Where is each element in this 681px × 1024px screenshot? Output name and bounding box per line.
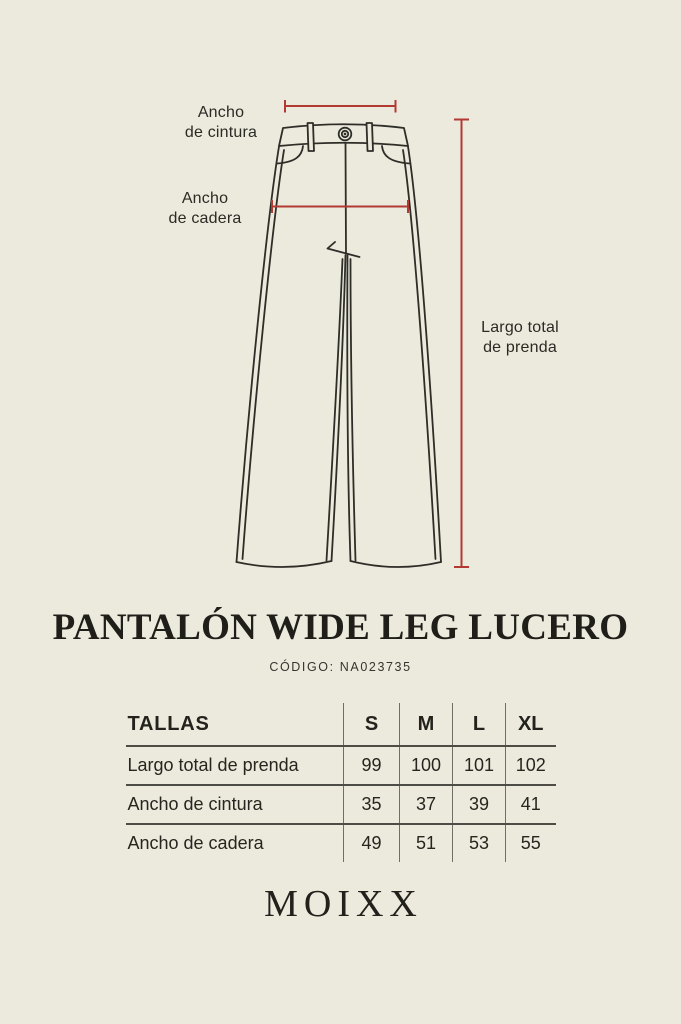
size-col-header-m: M bbox=[400, 703, 453, 746]
hip-width-xl: 55 bbox=[506, 824, 556, 862]
left-inseam bbox=[332, 255, 346, 561]
right-hem bbox=[351, 561, 442, 567]
measurement-lines bbox=[272, 100, 469, 567]
left-belt-loop bbox=[308, 123, 315, 151]
fly-line bbox=[346, 143, 347, 253]
brand-logo: MOIXX bbox=[264, 883, 423, 925]
row-label-hip-width: Ancho de cadera bbox=[127, 833, 264, 853]
total-length-m: 100 bbox=[400, 746, 453, 785]
waist-measure-line bbox=[285, 100, 396, 113]
size-col-header-xl: XL bbox=[506, 703, 556, 746]
total-length-l: 101 bbox=[453, 746, 506, 785]
waist-width-label bbox=[151, 103, 291, 143]
size-table-grid bbox=[126, 703, 556, 862]
size-table-header-tallas: TALLAS bbox=[126, 703, 344, 746]
table-row-hip-width bbox=[126, 824, 556, 862]
product-title: PANTALÓN WIDE LEG LUCERO bbox=[52, 607, 629, 648]
hip-width-label bbox=[135, 189, 275, 229]
hip-width-s: 49 bbox=[344, 824, 400, 862]
waist-width-s: 35 bbox=[344, 785, 400, 824]
total-length-label-line1: Largo total bbox=[481, 319, 559, 336]
hip-measure-line bbox=[272, 200, 408, 213]
size-col-header-s: S bbox=[344, 703, 400, 746]
table-row-total-length bbox=[126, 746, 556, 785]
right-inseam-stitch bbox=[351, 259, 356, 561]
left-pocket-curve bbox=[278, 146, 304, 164]
hip-width-label-line2: de cadera bbox=[168, 210, 242, 227]
waist-width-label-line1: Ancho bbox=[197, 104, 245, 121]
table-row-waist-width bbox=[126, 785, 556, 824]
right-belt-loop bbox=[367, 123, 374, 151]
waist-width-l: 39 bbox=[453, 785, 506, 824]
product-code: CÓDIGO: NA023735 bbox=[269, 660, 412, 674]
row-label-waist-width: Ancho de cintura bbox=[126, 785, 344, 824]
hip-width-l: 53 bbox=[453, 824, 506, 862]
hip-width-m: 51 bbox=[400, 824, 453, 862]
waist-width-label-line2: de cintura bbox=[184, 124, 258, 141]
right-outer-seam bbox=[408, 147, 441, 563]
crotch-notch bbox=[328, 242, 360, 257]
total-length-s: 99 bbox=[344, 746, 400, 785]
left-hem bbox=[237, 561, 332, 567]
size-table-header-row bbox=[126, 703, 556, 746]
button-dot bbox=[344, 133, 346, 135]
hip-width-label-line1: Ancho bbox=[181, 190, 229, 207]
size-table bbox=[126, 703, 556, 862]
waist-width-xl: 41 bbox=[506, 785, 556, 824]
total-length-label bbox=[450, 318, 590, 358]
size-col-header-l: L bbox=[453, 703, 506, 746]
total-length-xl: 102 bbox=[506, 746, 556, 785]
total-length-label-line2: de prenda bbox=[483, 339, 557, 356]
row-label-total-length: Largo total de prenda bbox=[126, 746, 344, 785]
waist-width-m: 37 bbox=[400, 785, 453, 824]
